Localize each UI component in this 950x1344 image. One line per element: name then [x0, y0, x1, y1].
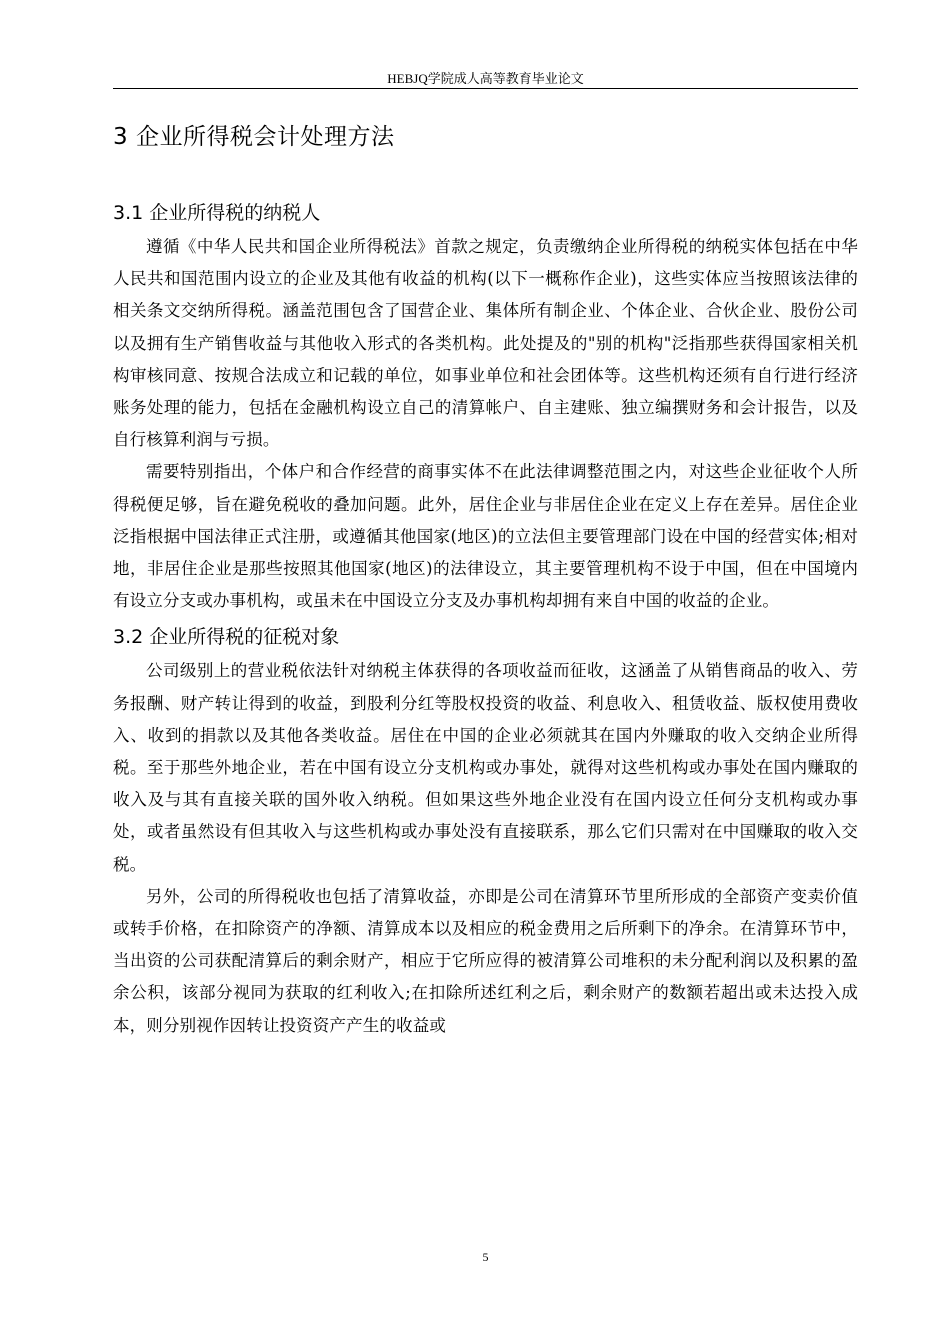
header-divider	[113, 88, 858, 89]
body-paragraph: 另外，公司的所得税收也包括了清算收益，亦即是公司在清算环节里所形成的全部资产变卖价值或转手价格，在扣除资产的净额、清算成本以及相应的税金费用之后所剩下的净余。在清算环节中，当出资的公司获配清算后的剩余财产，相应于它所应得的被清算公司堆积的未分配利润以及积累的盈余公积，该部分视同为获取的红利收入;在扣除所述红利之后，剩余财产的数额若超出或未达投入成本，则分别视作因转让投资资产产生的收益或	[113, 886, 858, 1035]
page-number: 5	[482, 1250, 489, 1264]
chapter-title: 3 企业所得税会计处理方法	[113, 124, 395, 150]
page-body	[113, 119, 858, 1042]
section-heading-3-1: 3.1 企业所得税的纳税人	[113, 202, 321, 224]
body-paragraph: 遵循《中华人民共和国企业所得税法》首款之规定，负责缴纳企业所得税的纳税实体包括在中华人民共和国范围内设立的企业及其他有收益的机构(以下一概称作企业)，这些实体应当按照该法律的相关条文交纳所得税。涵盖范围包含了国营企业、集体所有制企业、个体企业、合伙企业、股份公司以及拥有生产销售收益与其他收入形式的各类机构。此处提及的"别的机构"泛指那些获得国家相关机构审核同意、按规合法成立和记载的单位，如事业单位和社会团体等。这些机构还须有自行进行经济账务处理的能力，包括在金融机构设立自己的清算帐户、自主建账、独立编撰财务和会计报告，以及自行核算利润与亏损。	[113, 237, 858, 450]
body-paragraph: 需要特别指出，个体户和合作经营的商事实体不在此法律调整范围之内，对这些企业征收个人所得税便足够，旨在避免税收的叠加问题。此外，居住企业与非居住企业在定义上存在差异。居住企业泛指根据中国法律正式注册，或遵循其他国家(地区)的立法但主要管理部门设在中国的经营实体;相对地，非居住企业是那些按照其他国家(地区)的法律设立，其主要管理机构不设于中国，但在中国境内有设立分支或办事机构，或虽未在中国设立分支及办事机构却拥有来自中国的收益的企业。	[113, 462, 858, 611]
running-header: HEBJQ学院成人高等教育毕业论文	[387, 71, 584, 86]
body-paragraph: 公司级别上的营业税依法针对纳税主体获得的各项收益而征收，这涵盖了从销售商品的收入、劳务报酬、财产转让得到的收益，到股利分红等股权投资的收益、利息收入、租赁收益、版权使用费收入、收到的捐款以及其他各类收益。居住在中国的企业必须就其在国内外赚取的收入交纳企业所得税。至于那些外地企业，若在中国有设立分支机构或办事处，就得对这些机构或办事处在国内赚取的收入及与其有直接关联的国外收入纳税。但如果这些外地企业没有在国内设立任何分支机构或办事处，或者虽然设有但其收入与这些机构或办事处没有直接联系，那么它们只需对在中国赚取的收入交税。	[113, 661, 858, 874]
section-heading-3-2: 3.2 企业所得税的征税对象	[113, 626, 340, 649]
